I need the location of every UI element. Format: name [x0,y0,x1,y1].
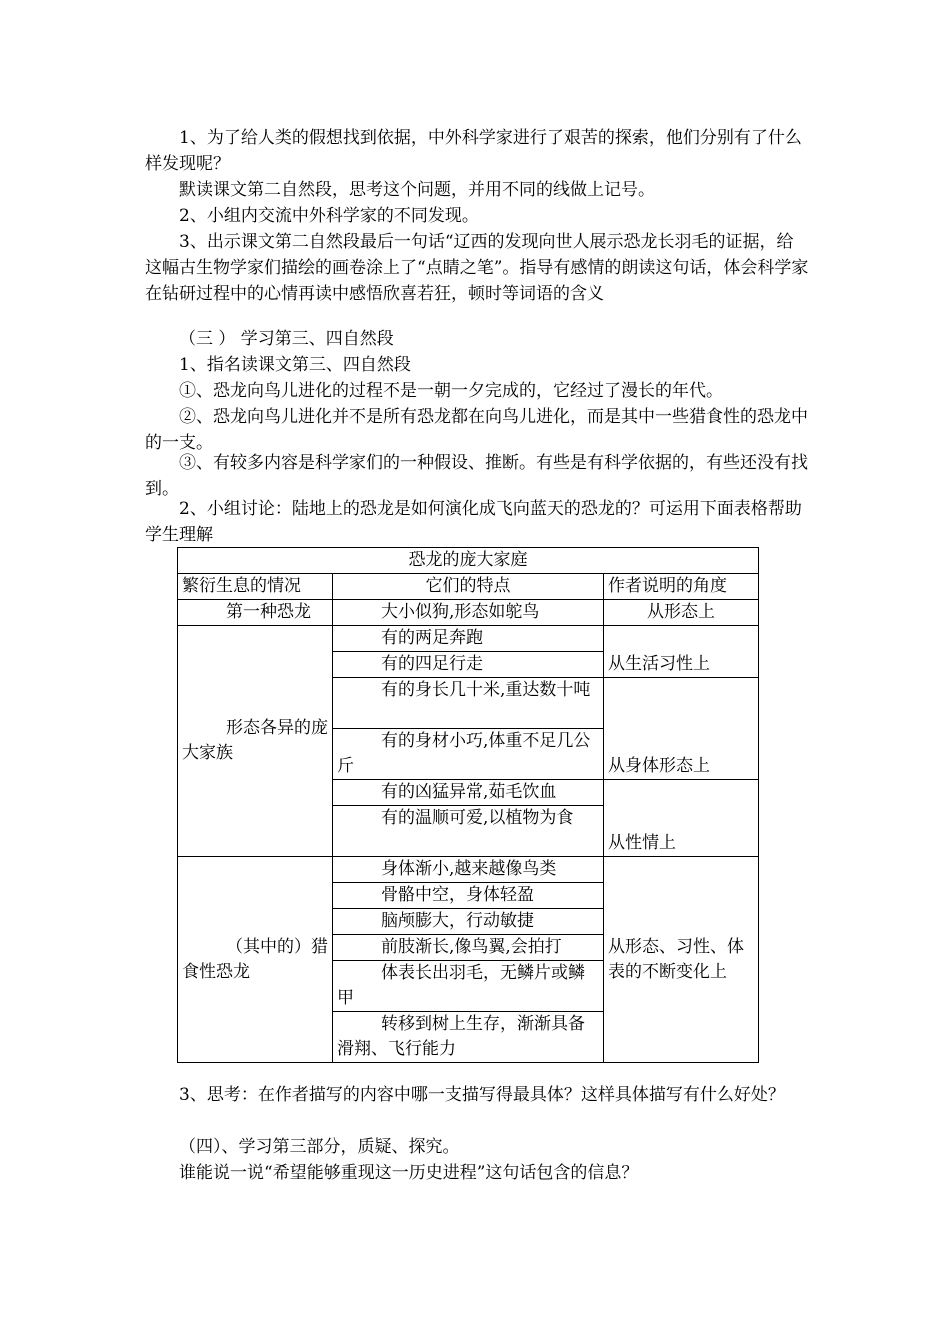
feature-cell: 前肢渐长,像鸟翼,会拍打 [333,935,604,961]
feature-cell: 脑颅膨大，行动敏捷 [333,909,604,935]
feature-cell: 体表长出羽毛，无鳞片或鳞甲 [333,961,604,1012]
feature-cell: 身体渐小,越来越像鸟类 [333,857,604,883]
feature-cell: 有的温顺可爱,以植物为食 [333,806,604,857]
header-angle: 作者说明的角度 [604,574,759,600]
header-features: 它们的特点 [333,574,604,600]
dinosaur-family-table [177,547,759,1063]
feature-cell: 有的身材小巧,体重不足几公斤 [333,729,604,780]
paragraph-show-sentence: 3、出示课文第二自然段最后一句话“辽西的发现向世人展示恐龙长羽毛的证据，给这幅古生物学家们描绘的画卷涂上了“点睛之笔”。指导有感情的朗读这句话，体会科学家在钻研过程中的心情再读中感悟欣喜若狂，顿时等词语的含义 [145,232,809,304]
feature-cell: 有的四足行走 [333,652,604,678]
situation-big-family: 形态各异的庞大家族 [178,626,333,857]
angle-cell: 从身体形态上 [604,678,759,780]
paragraph-final-question: 谁能说一说“希望能够重现这一历史进程”这句话包含的信息？ [179,1163,639,1183]
header-situation: 繁衍生息的情况 [178,574,333,600]
paragraph-group-discussion: 2、小组讨论：陆地上的恐龙是如何演化成飞向蓝天的恐龙的？可运用下面表格帮助学生理解 [145,499,802,545]
paragraph-think: 3、思考：在作者描写的内容中哪一支描写得最具体？这样具体描写有什么好处？ [179,1085,785,1105]
section-heading-four: （四）、学习第三部分，质疑、探究。 [179,1137,460,1157]
section-heading-three: （三 ） 学习第三、四自然段 [179,329,394,349]
angle-cell: 从形态上 [604,600,759,626]
feature-cell: 骨骼中空，身体轻盈 [333,883,604,909]
feature-cell: 转移到树上生存，渐渐具备滑翔、飞行能力 [333,1012,604,1063]
table-row [178,626,759,652]
table-row [178,600,759,626]
paragraph-point-1: ①、恐龙向鸟儿进化的过程不是一朝一夕完成的，它经过了漫长的年代。 [179,381,723,401]
paragraph-point-3: ③、有较多内容是科学家们的一种假设、推断。有些是有科学依据的，有些还没有找到。 [145,453,808,499]
feature-cell: 有的凶猛异常,茹毛饮血 [333,780,604,806]
feature-cell: 大小似狗,形态如鸵鸟 [333,600,604,626]
table-title: 恐龙的庞大家庭 [178,548,759,574]
paragraph-silent-reading: 默读课文第二自然段，思考这个问题，并用不同的线做上记号。 [179,180,655,200]
situation-predatory-dinosaur: （其中的）猎食性恐龙 [178,857,333,1063]
angle-cell: 从形态、习性、体表的不断变化上 [604,857,759,1063]
angle-cell: 从生活习性上 [604,626,759,678]
feature-cell: 有的身长几十米,重达数十吨 [333,678,604,729]
feature-cell: 有的两足奔跑 [333,626,604,652]
paragraph-group-exchange: 2、小组内交流中外科学家的不同发现。 [179,206,479,226]
angle-cell: 从性情上 [604,780,759,857]
paragraph-point-2: ②、恐龙向鸟儿进化并不是所有恐龙都在向鸟儿进化，而是其中一些猎食性的恐龙中的一支。 [145,407,808,453]
paragraph-read-aloud: 1、指名读课文第三、四自然段 [179,355,411,375]
situation-first-dinosaur: 第一种恐龙 [178,600,333,626]
table-header-row [178,574,759,600]
table-row [178,857,759,883]
paragraph-question-1: 1、为了给人类的假想找到依据，中外科学家进行了艰苦的探索，他们分别有了什么样发现呢？ [145,128,802,174]
